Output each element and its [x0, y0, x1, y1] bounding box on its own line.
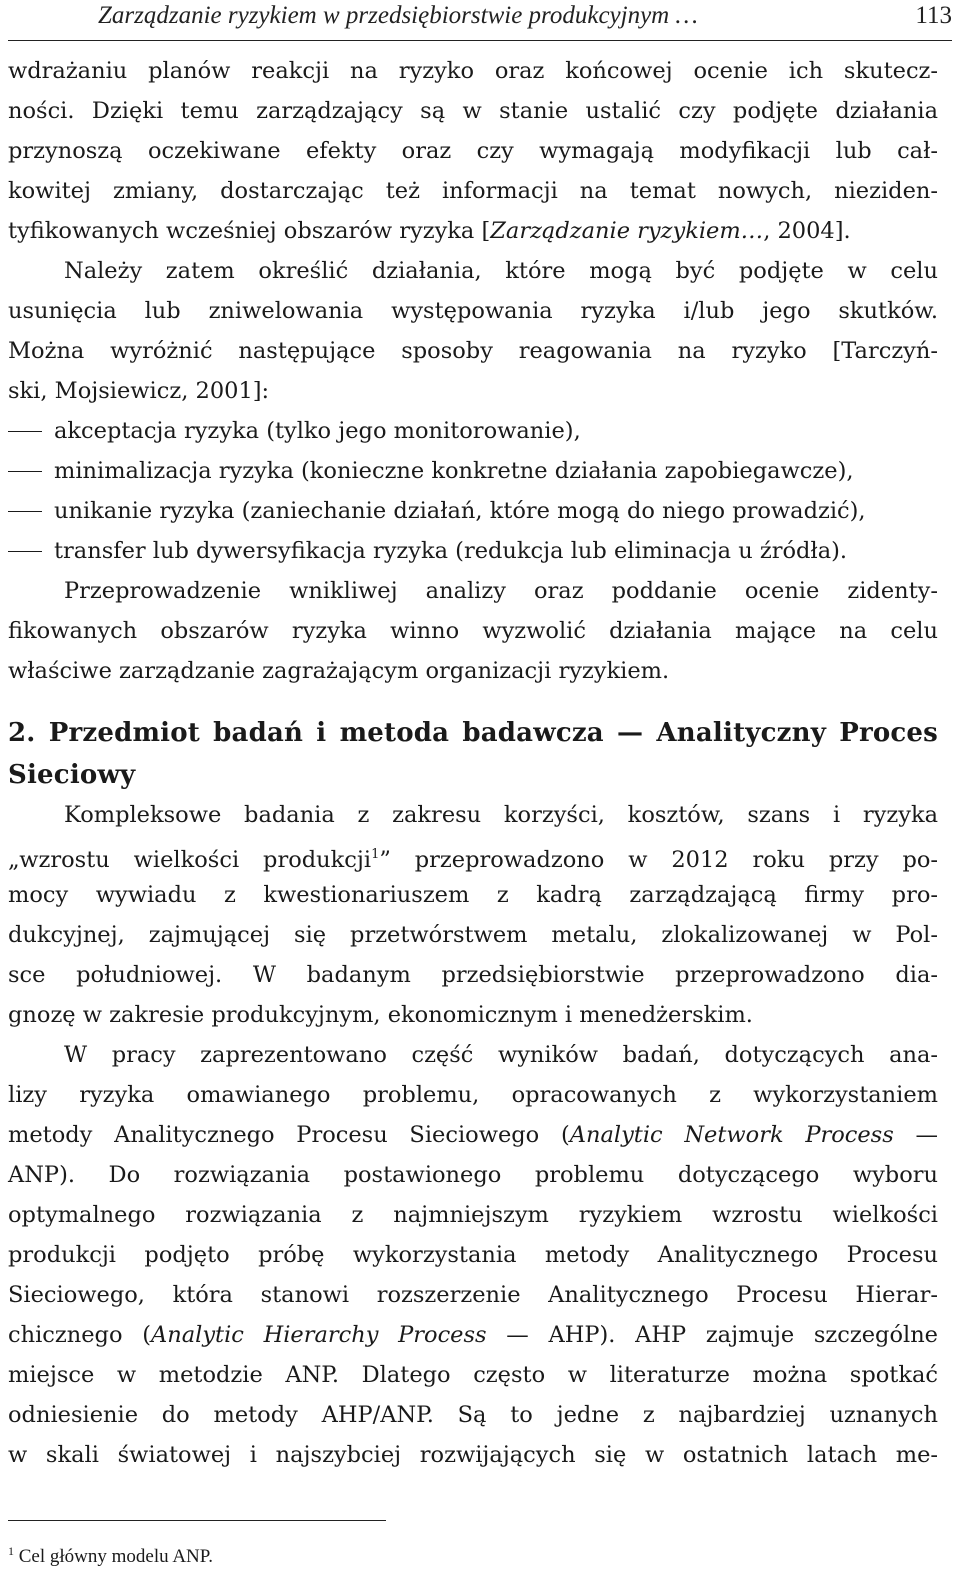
text-span: „wzrostu wielkości produkcji	[8, 847, 372, 873]
paragraph-line: Sieciowego, która stanowi rozszerzenie Analitycznego Procesu Hierar-	[8, 1282, 938, 1308]
paragraph-line: miejsce w metodzie ANP. Dlatego często w literaturze można spotkać	[8, 1362, 938, 1388]
paragraph-line: usunięcia lub zniwelowania występowania ryzyka i/lub jego skutków.	[8, 298, 938, 324]
text-span: —	[893, 1122, 939, 1148]
paragraph-line: sce południowej. W badanym przedsiębiorstwie przeprowadzono dia-	[8, 962, 938, 988]
paragraph-line: W pracy zaprezentowano część wyników badań, dotyczących ana-	[64, 1042, 938, 1068]
list-item	[8, 452, 938, 490]
dash-bullet-icon	[8, 511, 42, 512]
paragraph-line: Należy zatem określić działania, które mogą być podjęte w celu	[64, 258, 938, 284]
paragraph-line: optymalnego rozwiązania z najmniejszym ryzykiem wzrostu wielkości	[8, 1202, 938, 1228]
term-italic: Analytic Network Process	[569, 1122, 894, 1148]
paragraph-line: lizy ryzyka omawianego problemu, opracowanych z wykorzystaniem	[8, 1082, 938, 1108]
paragraph-line: dukcyjnej, zajmującej się przetwórstwem metalu, zlokalizowanej w Pol-	[8, 922, 938, 948]
running-title: Zarządzanie ryzykiem w przedsiębiorstwie produkcyjnym …	[98, 2, 698, 29]
list-item	[8, 492, 938, 530]
list-item	[8, 532, 938, 570]
paragraph-line: ności. Dzięki temu zarządzający są w stanie ustalić czy podjęte działania	[8, 98, 938, 124]
text-span: ” przeprowadzono w 2012 roku przy po-	[379, 847, 939, 873]
dash-bullet-icon	[8, 431, 42, 432]
footnote-number: 1	[8, 1544, 14, 1558]
footnote-marker: 1	[371, 847, 380, 862]
text-span: , 2004].	[763, 218, 851, 244]
text-span: tyfikowanych wcześniej obszarów ryzyka [	[8, 218, 491, 244]
dash-bullet-icon	[8, 551, 42, 552]
page-number: 113	[915, 2, 952, 29]
running-header	[8, 0, 952, 41]
list-item-text: minimalizacja ryzyka (konieczne konkretne działania zapobiegawcze),	[54, 458, 854, 484]
dash-bullet-icon	[8, 471, 42, 472]
section-heading: 2. Przedmiot badań i metoda badawcza — Analityczny Proces	[8, 718, 938, 748]
section-heading-continued: Sieciowy	[8, 760, 136, 790]
paragraph-line: ANP). Do rozwiązania postawionego problemu dotyczącego wyboru	[8, 1162, 938, 1188]
list-item-text: unikanie ryzyka (zaniechanie działań, które mogą do niego prowadzić),	[54, 498, 866, 524]
paragraph-line: ski, Mojsiewicz, 2001]:	[8, 378, 270, 404]
list-item-text: transfer lub dywersyfikacja ryzyka (redukcja lub eliminacja u źródła).	[54, 538, 848, 564]
list-item-text: akceptacja ryzyka (tylko jego monitorowanie),	[54, 418, 581, 444]
text-span: — AHP). AHP zajmuje szczególne	[486, 1322, 938, 1348]
paragraph-line: gnozę w zakresie produkcyjnym, ekonomicznym i menedżerskim.	[8, 1002, 753, 1028]
paragraph-line: w skali światowej i najszybciej rozwijających się w ostatnich latach me-	[8, 1442, 938, 1468]
paragraph-line: mocy wywiadu z kwestionariuszem z kadrą zarządzającą firmy pro-	[8, 882, 938, 908]
paragraph-line: przynoszą oczekiwane efekty oraz czy wymagają modyfikacji lub cał-	[8, 138, 938, 164]
footnote-separator	[8, 1520, 386, 1521]
paragraph-line	[8, 1316, 938, 1354]
paragraph-line: odniesienie do metody AHP/ANP. Są to jedne z najbardziej uznanych	[8, 1402, 938, 1428]
paragraph-line: Można wyróżnić następujące sposoby reagowania na ryzyko [Tarczyń-	[8, 338, 938, 364]
text-span: metody Analitycznego Procesu Sieciowego (	[8, 1122, 570, 1148]
paragraph-line: kowitej zmiany, dostarczając też informacji na temat nowych, nieziden-	[8, 178, 938, 204]
paragraph-line: Przeprowadzenie wnikliwej analizy oraz poddanie ocenie zidenty-	[64, 578, 938, 604]
footnote-text: Cel główny modelu ANP.	[18, 1546, 213, 1567]
paragraph-line: Kompleksowe badania z zakresu korzyści, kosztów, szans i ryzyka	[64, 802, 938, 828]
list-item	[8, 412, 938, 450]
paragraph-line	[8, 1116, 938, 1154]
citation-title: Zarządzanie ryzykiem…	[490, 218, 764, 244]
text-span: chicznego (	[8, 1322, 151, 1348]
term-italic: Analytic Hierarchy Process	[150, 1322, 487, 1348]
paragraph-line	[8, 212, 938, 250]
paragraph-line	[8, 836, 938, 874]
paragraph-line: właściwe zarządzanie zagrażającym organizacji ryzykiem.	[8, 658, 670, 684]
paragraph-line: produkcji podjęto próbę wykorzystania metody Analitycznego Procesu	[8, 1242, 938, 1268]
paragraph-line: fikowanych obszarów ryzyka winno wyzwolić działania mające na celu	[8, 618, 938, 644]
paragraph-line: wdrażaniu planów reakcji na ryzyko oraz końcowej ocenie ich skutecz-	[8, 58, 938, 84]
footnote	[8, 1536, 213, 1572]
